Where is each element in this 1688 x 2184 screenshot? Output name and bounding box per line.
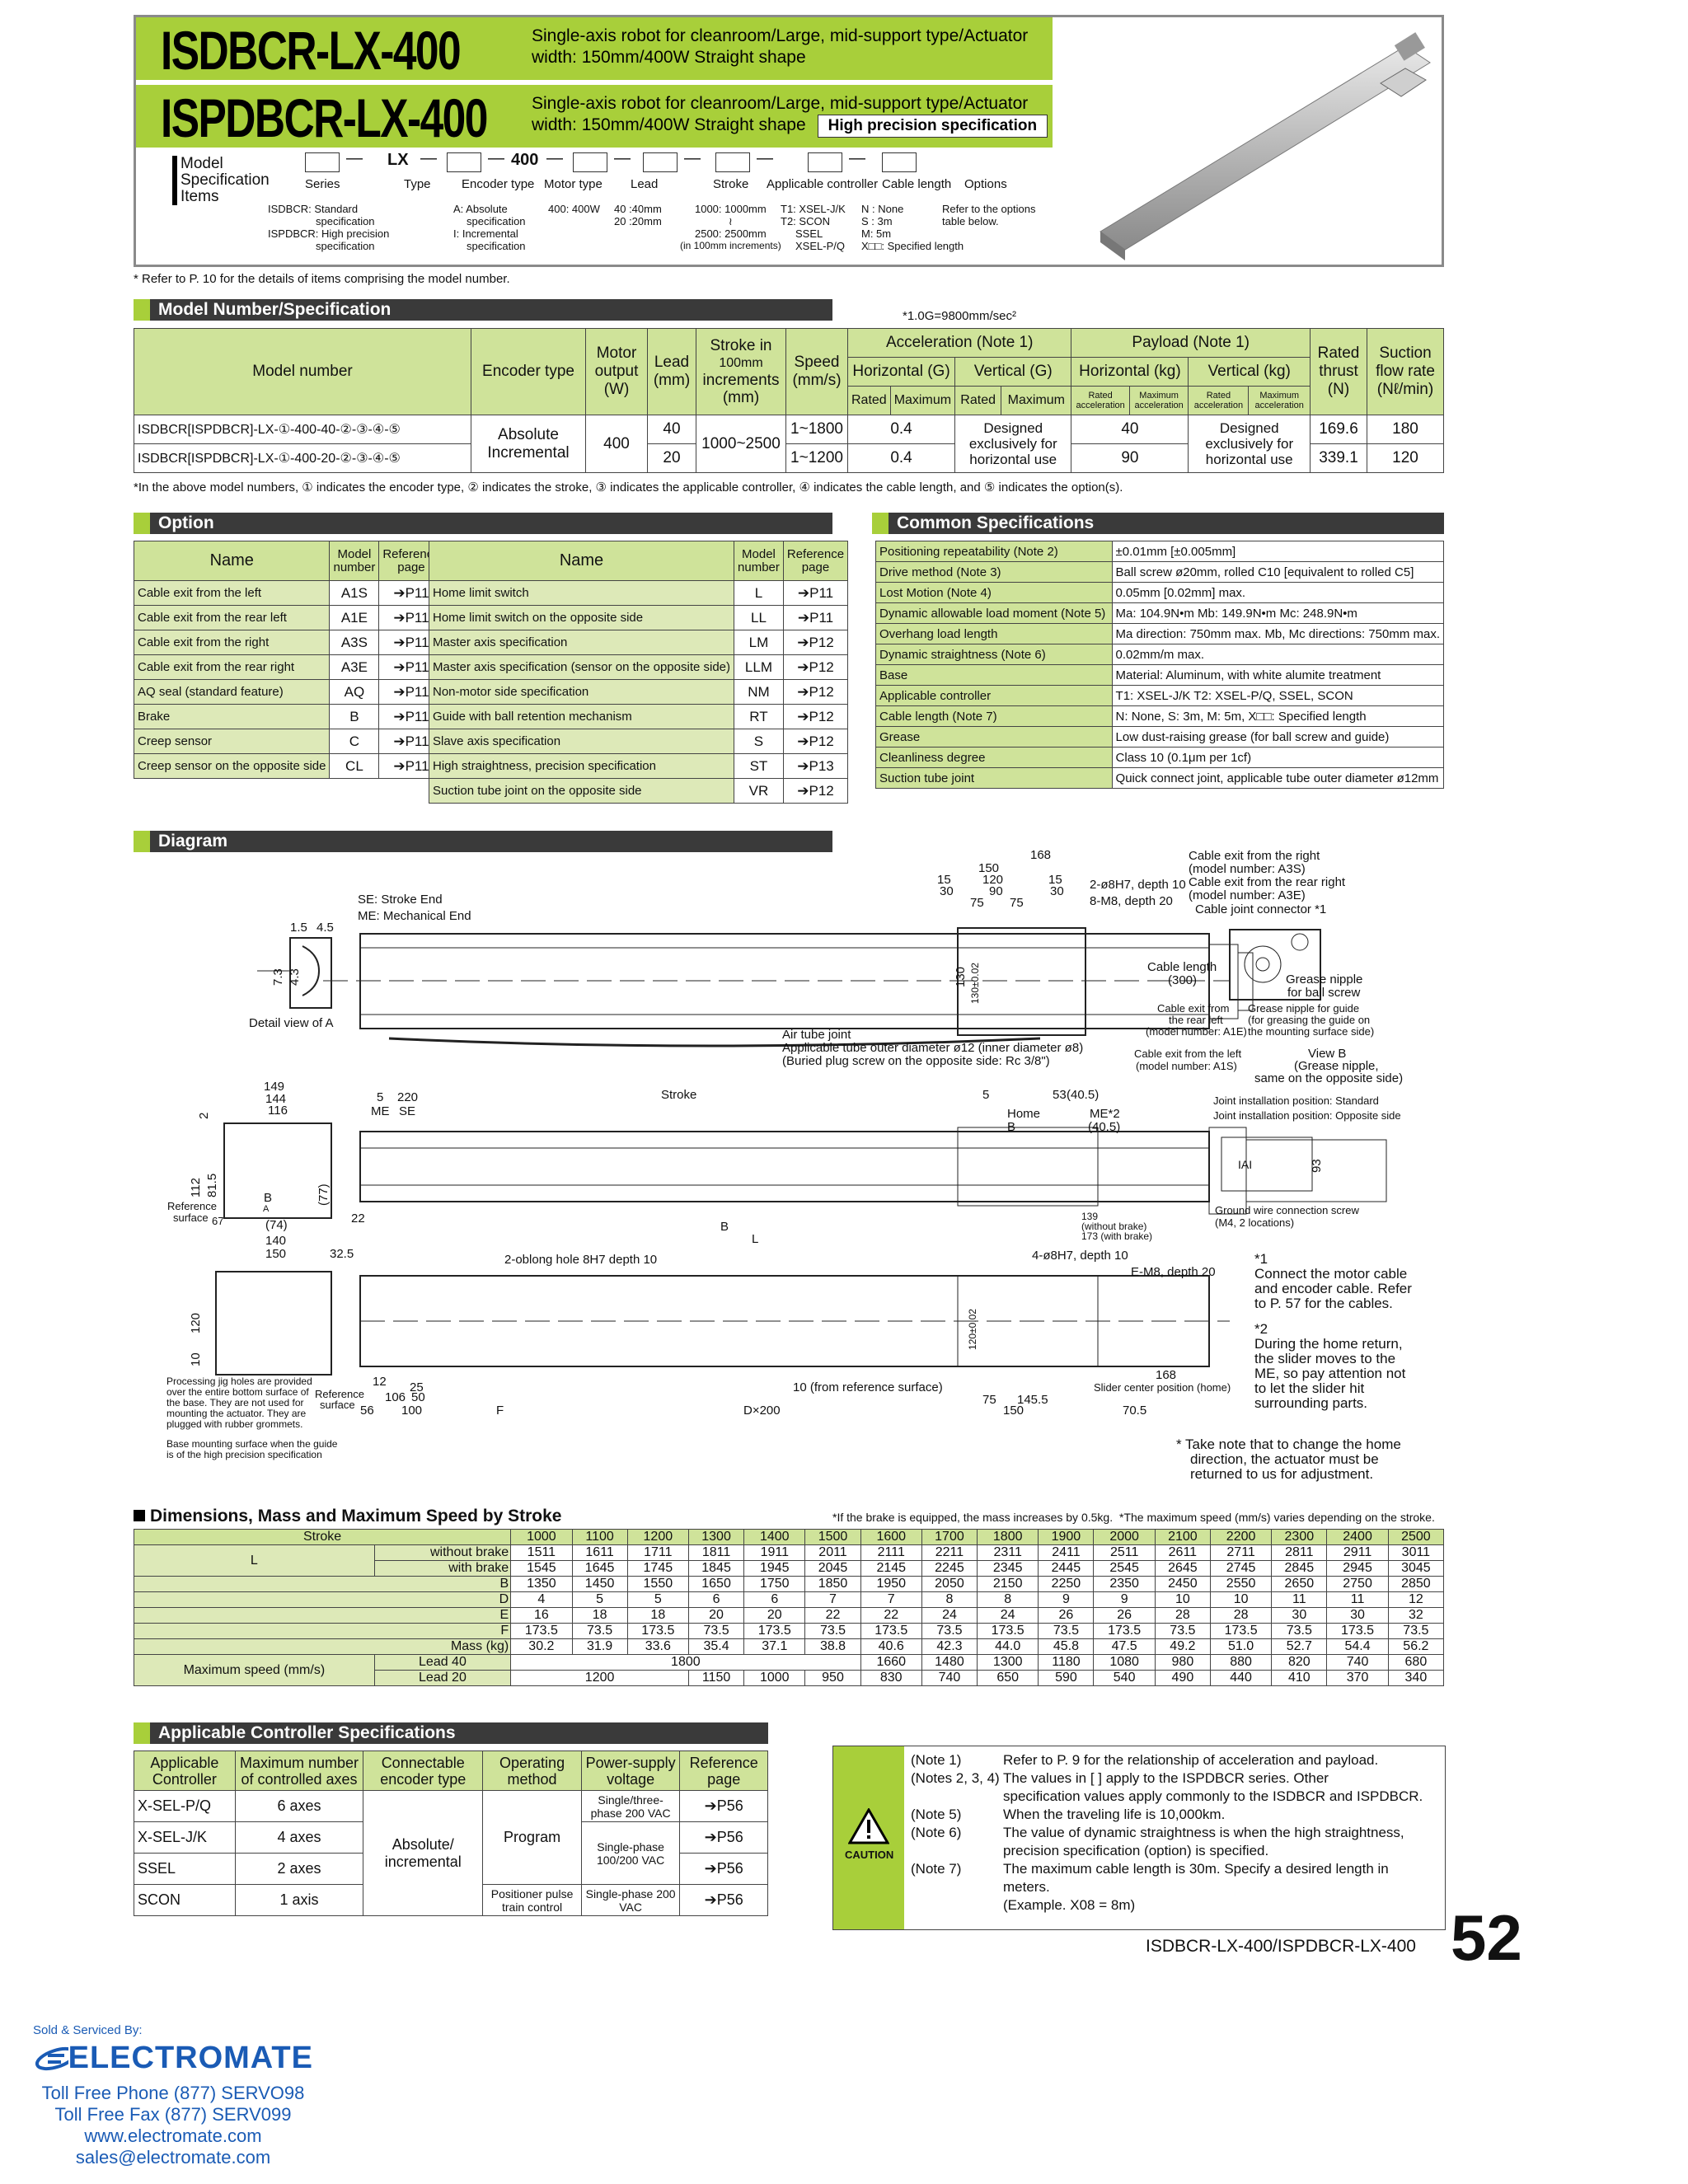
svg-text:(M4, 2 locations): (M4, 2 locations) — [1215, 1216, 1295, 1229]
bottom-view — [166, 1249, 1231, 1460]
left-row: Creep sensor on the opposite side CL ➔P11 — [134, 754, 444, 779]
svg-text:120±0.02: 120±0.02 — [967, 1309, 978, 1350]
svg-text:150: 150 — [265, 1247, 287, 1261]
svg-text:* Take note that to change the: * Take note that to change the home — [1176, 1436, 1401, 1452]
section-controller: Applicable Controller Specifications — [134, 1722, 768, 1744]
svg-text:SE: SE — [399, 1104, 416, 1118]
svg-text:120: 120 — [189, 1312, 203, 1333]
dimensions-table — [134, 1529, 1444, 1686]
svg-text:150: 150 — [978, 861, 1000, 875]
right-row: Slave axis specification S ➔P12 — [429, 729, 848, 754]
dim-row: with brake 1545 1645 1745 1845 1945 2045 2145 2245 2345 2445 2545 2645 2745 2845 2945 3045 — [134, 1561, 1444, 1577]
svg-text:70.5: 70.5 — [1123, 1404, 1147, 1418]
top-view — [323, 848, 1253, 1046]
svg-text:plugged with rubber grommets.: plugged with rubber grommets. — [166, 1418, 303, 1430]
electromate-logo-icon — [33, 2044, 68, 2074]
svg-text:the base. They are not used fo: the base. They are not used for — [166, 1397, 304, 1408]
svg-text:15: 15 — [937, 873, 951, 887]
svg-text:for ball screw: for ball screw — [1287, 986, 1361, 1000]
options-box — [882, 152, 917, 172]
svg-text:1.5: 1.5 — [290, 921, 307, 935]
lead-box — [573, 152, 607, 172]
common-spec-row: Dynamic allowable load moment (Note 5) Ma: 104.9N•m Mb: 149.9N•m Mc: 248.9N•m — [876, 603, 1444, 624]
svg-text:B: B — [1007, 1120, 1016, 1134]
svg-text:106: 106 — [385, 1390, 406, 1404]
svg-text:Reference: Reference — [315, 1388, 364, 1400]
svg-text:2-ø8H7, depth 10: 2-ø8H7, depth 10 — [1090, 878, 1186, 892]
controller-table: Applicable Controller Maximum number of controlled axes Connectable encoder type Operating method Power-supply voltage Reference page X-SEL-P/Q 6 axes Absolute/ incremental Program Single/three-phase 200 VAC ➔P56 X-SEL-J/K 4 axes Single-phase 100/200 VAC ➔P56 SSEL 2 axes ➔P56 SCON 1 axis Positioner pulse train control Single-phase 200 VAC ➔P56 — [134, 1750, 768, 1916]
svg-text:L: L — [752, 1232, 759, 1246]
svg-text:30: 30 — [940, 884, 954, 898]
cable-options: N : None S : 3m M: 5m X□□: Specified length — [861, 203, 964, 252]
svg-text:(Buried plug screw on the oppo: (Buried plug screw on the opposite side: Rc 3/8") — [782, 1054, 1050, 1068]
svg-text:Grease nipple for guide: Grease nipple for guide — [1248, 1002, 1360, 1015]
common-spec-row: Dynamic straightness (Note 6) 0.02mm/m max. — [876, 644, 1444, 665]
option-table-left: Name Model number Reference page Cable exit from the left A1S ➔P11 Cable exit from the rear left A1E ➔P11 Cable exit from the right A3S ➔P11 Cable exit from the rear right A3E ➔P11 AQ seal (standard feature) AQ ➔P11 Brake B ➔P11 Creep sensor C ➔P11 Creep sensor on the opposite side CL ➔P11 — [134, 541, 444, 779]
dim-note-brake: *If the brake is equipped, the mass increases by 0.5kg. — [832, 1511, 1114, 1524]
svg-text:Detail view of A: Detail view of A — [249, 1016, 334, 1030]
dim-row: D 4 5 5 6 6 7 7 8 8 9 9 10 10 11 11 12 — [134, 1592, 1444, 1608]
svg-text:Cable exit from the right: Cable exit from the right — [1189, 849, 1320, 863]
svg-text:(40.5): (40.5) — [1067, 1088, 1100, 1102]
left-row: Cable exit from the right A3S ➔P11 — [134, 630, 444, 655]
dimension-diagram — [134, 847, 1444, 1507]
right-row: Home limit switch L ➔P11 — [429, 581, 848, 606]
svg-text:15: 15 — [1048, 873, 1062, 887]
svg-text:same on the opposite side): same on the opposite side) — [1254, 1071, 1404, 1085]
caution-side: CAUTION — [833, 1746, 904, 1929]
svg-text:surface: surface — [173, 1212, 209, 1224]
common-spec-table — [875, 541, 1444, 789]
common-spec-row: Cleanliness degree Class 10 (0.1μm per 1cf) — [876, 748, 1444, 768]
header-bar-1 — [136, 17, 1053, 80]
svg-text:145.5: 145.5 — [1017, 1393, 1048, 1407]
common-spec-row: Base Material: Aluminum, with white alumite treatment — [876, 665, 1444, 686]
svg-text:*2: *2 — [1254, 1321, 1268, 1337]
svg-text:168: 168 — [1156, 1368, 1177, 1382]
svg-text:mounting the actuator. They ar: mounting the actuator. They are — [166, 1408, 307, 1419]
common-spec-row: Overhang load length Ma direction: 750mm max. Mb, Mc directions: 750mm max. — [876, 624, 1444, 644]
footer-model: ISDBCR-LX-400/ISPDBCR-LX-400 — [1146, 1937, 1416, 1956]
left-row: Cable exit from the rear right A3E ➔P11 — [134, 655, 444, 680]
svg-text:Cable exit from the rear right: Cable exit from the rear right — [1189, 875, 1346, 889]
svg-text:112: 112 — [189, 1178, 203, 1197]
model-code-row: — LX — — 400 — — — — — — [305, 149, 1129, 174]
svg-text:returned to us for adjustment.: returned to us for adjustment. — [1190, 1466, 1374, 1482]
caution-box — [832, 1746, 1446, 1930]
right-row: Master axis specification (sensor on the opposite side) LLM ➔P12 — [429, 655, 848, 680]
right-row: High straightness, precision specification ST ➔P13 — [429, 754, 848, 779]
svg-text:173 (with brake): 173 (with brake) — [1081, 1230, 1153, 1242]
svg-text:is of the high precision speci: is of the high precision specification — [166, 1449, 322, 1460]
spec-footnote: *In the above model numbers, ① indicates the encoder type, ② indicates the stroke, ③ indicates the applicable controller, ④ indicates the cable length, and ⑤ indicates the option(s). — [134, 480, 1123, 494]
lead-options: 40 :40mm 20 :20mm — [614, 203, 662, 227]
svg-text:D×200: D×200 — [743, 1404, 781, 1418]
svg-text:(300): (300) — [1168, 973, 1198, 987]
svg-text:View B: View B — [1308, 1047, 1347, 1061]
svg-text:4.3: 4.3 — [288, 968, 302, 986]
common-spec-row: Lost Motion (Note 4) 0.05mm [0.02mm] max. — [876, 583, 1444, 603]
svg-text:F: F — [496, 1404, 504, 1418]
encoder-options: A: Absolute specification I: Incremental specification — [453, 203, 526, 252]
website-link[interactable]: www.electromate.com — [84, 2125, 262, 2146]
fax: Toll Free Fax (877) SERV099 — [54, 2104, 292, 2125]
svg-text:Slider center position (home): Slider center position (home) — [1094, 1381, 1231, 1394]
svg-text:4.5: 4.5 — [316, 921, 334, 935]
model-title-1: ISDBCR-LX-400 — [161, 20, 461, 81]
svg-text:ME, so pay attention not: ME, so pay attention not — [1254, 1366, 1406, 1381]
svg-text:32.5: 32.5 — [330, 1247, 354, 1261]
diagram-notes — [1176, 1251, 1412, 1482]
air-tube-note — [782, 1028, 1083, 1068]
controller-box — [715, 152, 750, 172]
svg-text:Base mounting surface when the: Base mounting surface when the guide — [166, 1438, 338, 1450]
svg-text:the rear left: the rear left — [1169, 1014, 1223, 1026]
svg-text:22: 22 — [351, 1212, 365, 1226]
model-desc-1: Single-axis robot for cleanroom/Large, mid-support type/Actuator width: 150mm/400W Straight shape — [532, 26, 1029, 67]
controller-options: T1: XSEL-J/K T2: SCON SSEL XSEL-P/Q — [781, 203, 846, 252]
spec-table: Model number Encoder type Motor output (W) Lead (mm) Stroke in 100mm increments (mm) Speed (mm/s) Acceleration (Note 1) Payload (Note 1) Rated thrust (N) Suction flow rate (Nℓ/min) Horizontal (G) Vertical (G) Horizontal (kg) Vertical (kg) Rated Maximum Rated Maximum Rated acceleration Maximum acceleration Rated acceleration Maximum acceleration ISDBCR[ISPDBCR]-LX-①-400-40-②-③-④-⑤ Absolute Incremental 400 40 1000~2500 1~1800 0.4 Designed exclusively for horizontal use 40 Designed exclusively for horizontal use 169.6 180 ISDBCR[ISPDBCR]-LX-①-400-20-②-③-④-⑤ 20 1~1200 0.4 90 339.1 120 — [134, 328, 1444, 473]
right-row: Master axis specification LM ➔P12 — [429, 630, 848, 655]
right-row: Suction tube joint on the opposite side VR ➔P12 — [429, 779, 848, 804]
model-title-2: ISPDBCR-LX-400 — [161, 87, 487, 148]
svg-text:Air tube joint: Air tube joint — [782, 1028, 851, 1042]
dim-note-speed: *The maximum speed (mm/s) varies depending on the stroke. — [1119, 1511, 1435, 1524]
svg-text:ME: ME — [371, 1104, 390, 1118]
header-bar-2 — [136, 85, 1053, 148]
section-option: Option — [134, 513, 832, 534]
svg-text:Grease nipple: Grease nipple — [1286, 972, 1363, 987]
svg-text:IAI: IAI — [1238, 1158, 1253, 1171]
dim-row: Maximum speed (mm/s) Lead 40 1800 1660 1480 1300 1180 1080 980 880 820 740 680 — [134, 1655, 1444, 1671]
svg-text:surrounding parts.: surrounding parts. — [1254, 1395, 1368, 1411]
svg-text:the slider moves to the: the slider moves to the — [1254, 1351, 1396, 1366]
page-number: 52 — [1451, 1901, 1522, 1974]
section-dimensions: Dimensions, Mass and Maximum Speed by Stroke — [134, 1507, 561, 1526]
svg-text:25: 25 — [410, 1380, 424, 1394]
dim-row: Lead 20 1200 1150 1000 950 830 740 650 590 540 490 440 410 370 340 — [134, 1671, 1444, 1686]
svg-text:*1: *1 — [1254, 1251, 1268, 1267]
svg-text:10: 10 — [189, 1352, 203, 1366]
me-label: ME: Mechanical End — [358, 909, 471, 923]
svg-text:Reference: Reference — [167, 1200, 217, 1212]
series-box — [305, 152, 340, 172]
svg-text:93: 93 — [1310, 1159, 1324, 1173]
common-spec-row: Suction tube joint Quick connect joint, applicable tube outer diameter ø12mm — [876, 768, 1444, 789]
common-spec-row: Grease Low dust-raising grease (for ball screw and guide) — [876, 727, 1444, 748]
dim-row: F 173.5 73.5 173.5 73.5 173.5 73.5 173.5 73.5 173.5 73.5 173.5 73.5 173.5 73.5 173.5 73.5 — [134, 1624, 1444, 1639]
common-spec-row: Drive method (Note 3) Ball screw ø20mm, rolled C10 [equivalent to rolled C5] — [876, 562, 1444, 583]
option-table-right: Name Model number Reference page Home limit switch L ➔P11 Home limit switch on the opposite side LL ➔P11 Master axis specification LM ➔P12 Master axis specification (sensor on the opposite side) LLM ➔P12 Non-motor side specification NM ➔P12 Guide with ball retention mechanism RT ➔P12 Slave axis specification S ➔P12 High straightness, precision specification ST ➔P13 Suction tube joint on the opposite side VR ➔P12 — [429, 541, 848, 804]
right-row: Non-motor side specification NM ➔P12 — [429, 680, 848, 705]
svg-text:Cable exit from the left: Cable exit from the left — [1134, 1047, 1242, 1060]
svg-text:A: A — [263, 1204, 270, 1214]
svg-text:150: 150 — [1003, 1404, 1025, 1418]
common-spec-row: Applicable controller T1: XSEL-J/K T2: XSEL-P/Q, SSEL, SCON — [876, 686, 1444, 706]
svg-text:(model number: A1S): (model number: A1S) — [1136, 1060, 1237, 1072]
svg-text:B: B — [720, 1220, 729, 1234]
svg-text:Home: Home — [1007, 1107, 1041, 1121]
encoder-box — [447, 152, 481, 172]
section-model-number: Model Number/Specification — [134, 299, 832, 321]
detail-view-a — [249, 921, 334, 1030]
svg-text:10 (from reference surface): 10 (from reference surface) — [793, 1380, 943, 1394]
side-view — [167, 1080, 354, 1261]
left-row: Brake B ➔P11 — [134, 705, 444, 729]
svg-text:168: 168 — [1030, 848, 1052, 862]
svg-text:130±0.02: 130±0.02 — [969, 963, 981, 1004]
svg-text:(without brake): (without brake) — [1081, 1221, 1147, 1232]
svg-text:50: 50 — [411, 1390, 425, 1404]
product-header: ISDBCR-LX-400 Single-axis robot for cleanroom/Large, mid-support type/Actuator width: 150mm/400W Straight shape ISPDBCR-LX-400 Single-axis robot for cleanroom/Large, mid-support type/Actuator width: 150mm/400W Straight shape High precision specification Model Specification Items — LX — — 400 — — — — — Series Type Encoder type Motor type Lead Stroke Applicable controller Cable length Options ISDBCR: Standard specification ISPDBCR: High precision specification A: Absolute specification I: Incremental specification 400: 400W 40 :40mm 20 :20mm 1000: 1000mm ≀ 2500: 2500mm (in 100mm increments) T1: XSEL-J/K T2: SCON SSEL XSEL-P/Q N : None S : 3m M: 5m X□□: Specified length Refer to the options table below. — [134, 15, 1444, 267]
brand-name: ELECTROMATE — [68, 2041, 313, 2075]
stroke-options: 1000: 1000mm ≀ 2500: 2500mm (in 100mm increments) — [680, 203, 781, 251]
phone: Toll Free Phone (877) SERVO98 — [41, 2083, 305, 2103]
svg-text:Stroke: Stroke — [661, 1088, 697, 1102]
svg-text:7.3: 7.3 — [271, 968, 285, 986]
svg-text:to let the slider hit: to let the slider hit — [1254, 1380, 1365, 1396]
svg-text:130: 130 — [954, 966, 968, 987]
actuator-photo — [1076, 26, 1438, 260]
svg-text:Cable exit from: Cable exit from — [1157, 1002, 1230, 1015]
email-link[interactable]: sales@electromate.com — [75, 2147, 271, 2168]
svg-text:120: 120 — [982, 873, 1004, 887]
svg-text:81.5: 81.5 — [205, 1173, 219, 1197]
svg-text:12: 12 — [373, 1375, 387, 1389]
svg-text:E-M8, depth 20: E-M8, depth 20 — [1131, 1265, 1216, 1279]
left-row: Cable exit from the left A1S ➔P11 — [134, 581, 444, 606]
dim-row: B 1350 1450 1550 1650 1750 1850 1950 2050 2150 2250 2350 2450 2550 2650 2750 2850 — [134, 1577, 1444, 1592]
svg-text:75: 75 — [970, 896, 984, 910]
svg-text:220: 220 — [397, 1090, 419, 1104]
svg-text:direction, the actuator must b: direction, the actuator must be — [1190, 1451, 1379, 1467]
svg-text:149: 149 — [264, 1080, 285, 1094]
svg-text:Processing jig holes are provi: Processing jig holes are provided — [166, 1376, 312, 1387]
caution-notes: (Note 1) Refer to P. 9 for the relationship of acceleration and payload. (Notes 2, 3, 4) The values in [ ] apply to the ISPDBCR series. Other specification values apply commonly to the ISDBCR and ISPDBCR. (Note 5) When the traveling life is 10,000km. (Note 6) The value of dynamic straightness is when the high straightness, precision specification (option) is specified. (Note 7) The maximum cable length is 30m. Specify a desired length in meters. (Example. X08 = 8m) — [911, 1752, 1423, 1913]
se-label: SE: Stroke End — [358, 893, 443, 907]
dim-row: L without brake 1511 1611 1711 1811 1911 2011 2111 2211 2311 2411 2511 2611 2711 2811 2911 3011 — [134, 1545, 1444, 1561]
dim-row: Stroke 1000 1100 1200 1300 1400 1500 1600 1700 1800 1900 2000 2100 2200 2300 2400 2500 — [134, 1530, 1444, 1545]
svg-text:Cable length: Cable length — [1147, 960, 1217, 974]
svg-text:B: B — [264, 1191, 273, 1205]
motor-options: 400: 400W — [548, 203, 600, 215]
svg-text:100: 100 — [401, 1404, 423, 1418]
dim-row: E 16 18 18 20 20 22 22 24 24 26 26 28 28 30 30 32 — [134, 1608, 1444, 1624]
left-row: Cable exit from the rear left A1E ➔P11 — [134, 606, 444, 630]
cable-box — [808, 152, 842, 172]
options-note: Refer to the options table below. — [942, 203, 1036, 227]
right-row: Home limit switch on the opposite side LL ➔P11 — [429, 606, 848, 630]
svg-text:and encoder cable. Refer: and encoder cable. Refer — [1254, 1281, 1412, 1296]
svg-text:(74): (74) — [265, 1218, 288, 1232]
svg-text:(Grease nipple,: (Grease nipple, — [1294, 1059, 1379, 1073]
dim-row: Mass (kg) 30.2 31.9 33.6 35.4 37.1 38.8 40.6 42.3 44.0 45.8 47.5 49.2 51.0 52.7 54.4 56.2 — [134, 1639, 1444, 1655]
svg-text:75: 75 — [982, 1393, 996, 1407]
common-spec-row: Cable length (Note 7) N: None, S: 3m, M: 5m, X□□: Specified length — [876, 706, 1444, 727]
high-precision-badge: High precision specification — [818, 115, 1048, 138]
svg-text:During the home return,: During the home return, — [1254, 1336, 1403, 1352]
svg-text:30: 30 — [1050, 884, 1064, 898]
svg-text:ME*2: ME*2 — [1090, 1107, 1120, 1121]
svg-text:Connect the motor cable: Connect the motor cable — [1254, 1266, 1408, 1282]
svg-text:139: 139 — [1081, 1211, 1099, 1222]
svg-text:67: 67 — [212, 1215, 224, 1227]
svg-text:Cable joint connector *1: Cable joint connector *1 — [1195, 902, 1327, 916]
warning-icon — [848, 1808, 889, 1844]
svg-text:surface: surface — [320, 1399, 355, 1411]
svg-text:Ground wire connection screw: Ground wire connection screw — [1215, 1204, 1359, 1216]
model-spec-label: Model Specification Items — [172, 156, 270, 205]
svg-text:53: 53 — [1053, 1088, 1067, 1102]
left-row: AQ seal (standard feature) AQ ➔P11 — [134, 680, 444, 705]
svg-text:140: 140 — [265, 1234, 287, 1248]
stroke-box — [643, 152, 678, 172]
section-common: Common Specifications — [872, 513, 1444, 534]
svg-text:(for greasing the guide on: (for greasing the guide on — [1248, 1014, 1371, 1026]
svg-text:to P. 57 for the cables.: to P. 57 for the cables. — [1254, 1296, 1393, 1311]
svg-text:2-oblong hole 8H7 depth 10: 2-oblong hole 8H7 depth 10 — [504, 1253, 658, 1267]
svg-text:56: 56 — [360, 1404, 374, 1418]
svg-text:2: 2 — [197, 1112, 211, 1119]
distributor-block: Sold & Serviced By: ELECTROMATE Toll Free Phone (877) SERVO98 Toll Free Fax (877) SERV099 www.electromate.com sales@electromate.com — [33, 2023, 313, 2168]
svg-text:over the entire bottom surface: over the entire bottom surface of — [166, 1386, 309, 1398]
svg-text:75: 75 — [1010, 896, 1024, 910]
series-options: ISDBCR: Standard specification ISPDBCR: High precision specification — [268, 203, 390, 252]
svg-text:5: 5 — [982, 1088, 990, 1102]
spec-row-20-model: ISDBCR[ISPDBCR]-LX-①-400-20-②-③-④-⑤ — [134, 444, 471, 473]
section-diagram: Diagram — [134, 831, 832, 852]
svg-text:(40.5): (40.5) — [1088, 1120, 1121, 1134]
common-spec-row: Positioning repeatability (Note 2) ±0.01mm [±0.005mm] — [876, 541, 1444, 562]
spec-row-40-model: ISDBCR[ISPDBCR]-LX-①-400-40-②-③-④-⑤ — [134, 415, 471, 444]
svg-text:the mounting surface side): the mounting surface side) — [1248, 1025, 1375, 1038]
model-desc-2: Single-axis robot for cleanroom/Large, mid-support type/Actuator width: 150mm/400W Straight shape High precision specification — [532, 93, 1048, 138]
svg-text:144: 144 — [265, 1092, 287, 1106]
svg-text:Joint installation position: O: Joint installation position: Opposite side — [1213, 1109, 1401, 1122]
svg-text:Joint installation position: S: Joint installation position: Standard — [1213, 1094, 1379, 1107]
left-row: Creep sensor C ➔P11 — [134, 729, 444, 754]
svg-text:116: 116 — [268, 1104, 288, 1118]
model-footnote: * Refer to P. 10 for the details of items comprising the model number. — [134, 272, 510, 286]
right-row: Guide with ball retention mechanism RT ➔P12 — [429, 705, 848, 729]
front-view — [351, 1088, 1401, 1246]
svg-text:(model number: A3E): (model number: A3E) — [1189, 888, 1306, 902]
svg-text:8-M8, depth 20: 8-M8, depth 20 — [1090, 894, 1173, 908]
svg-text:(model number: A3S): (model number: A3S) — [1189, 862, 1306, 876]
svg-text:5: 5 — [377, 1090, 384, 1104]
svg-text:4-ø8H7, depth 10: 4-ø8H7, depth 10 — [1032, 1249, 1128, 1263]
svg-text:90: 90 — [989, 884, 1003, 898]
svg-text:Applicable tube outer diameter: Applicable tube outer diameter ø12 (inner diameter ø8) — [782, 1041, 1084, 1055]
svg-text:(77): (77) — [316, 1183, 331, 1206]
g-note: *1.0G=9800mm/sec² — [903, 309, 1016, 323]
svg-text:(model number: A1E): (model number: A1E) — [1146, 1025, 1247, 1038]
